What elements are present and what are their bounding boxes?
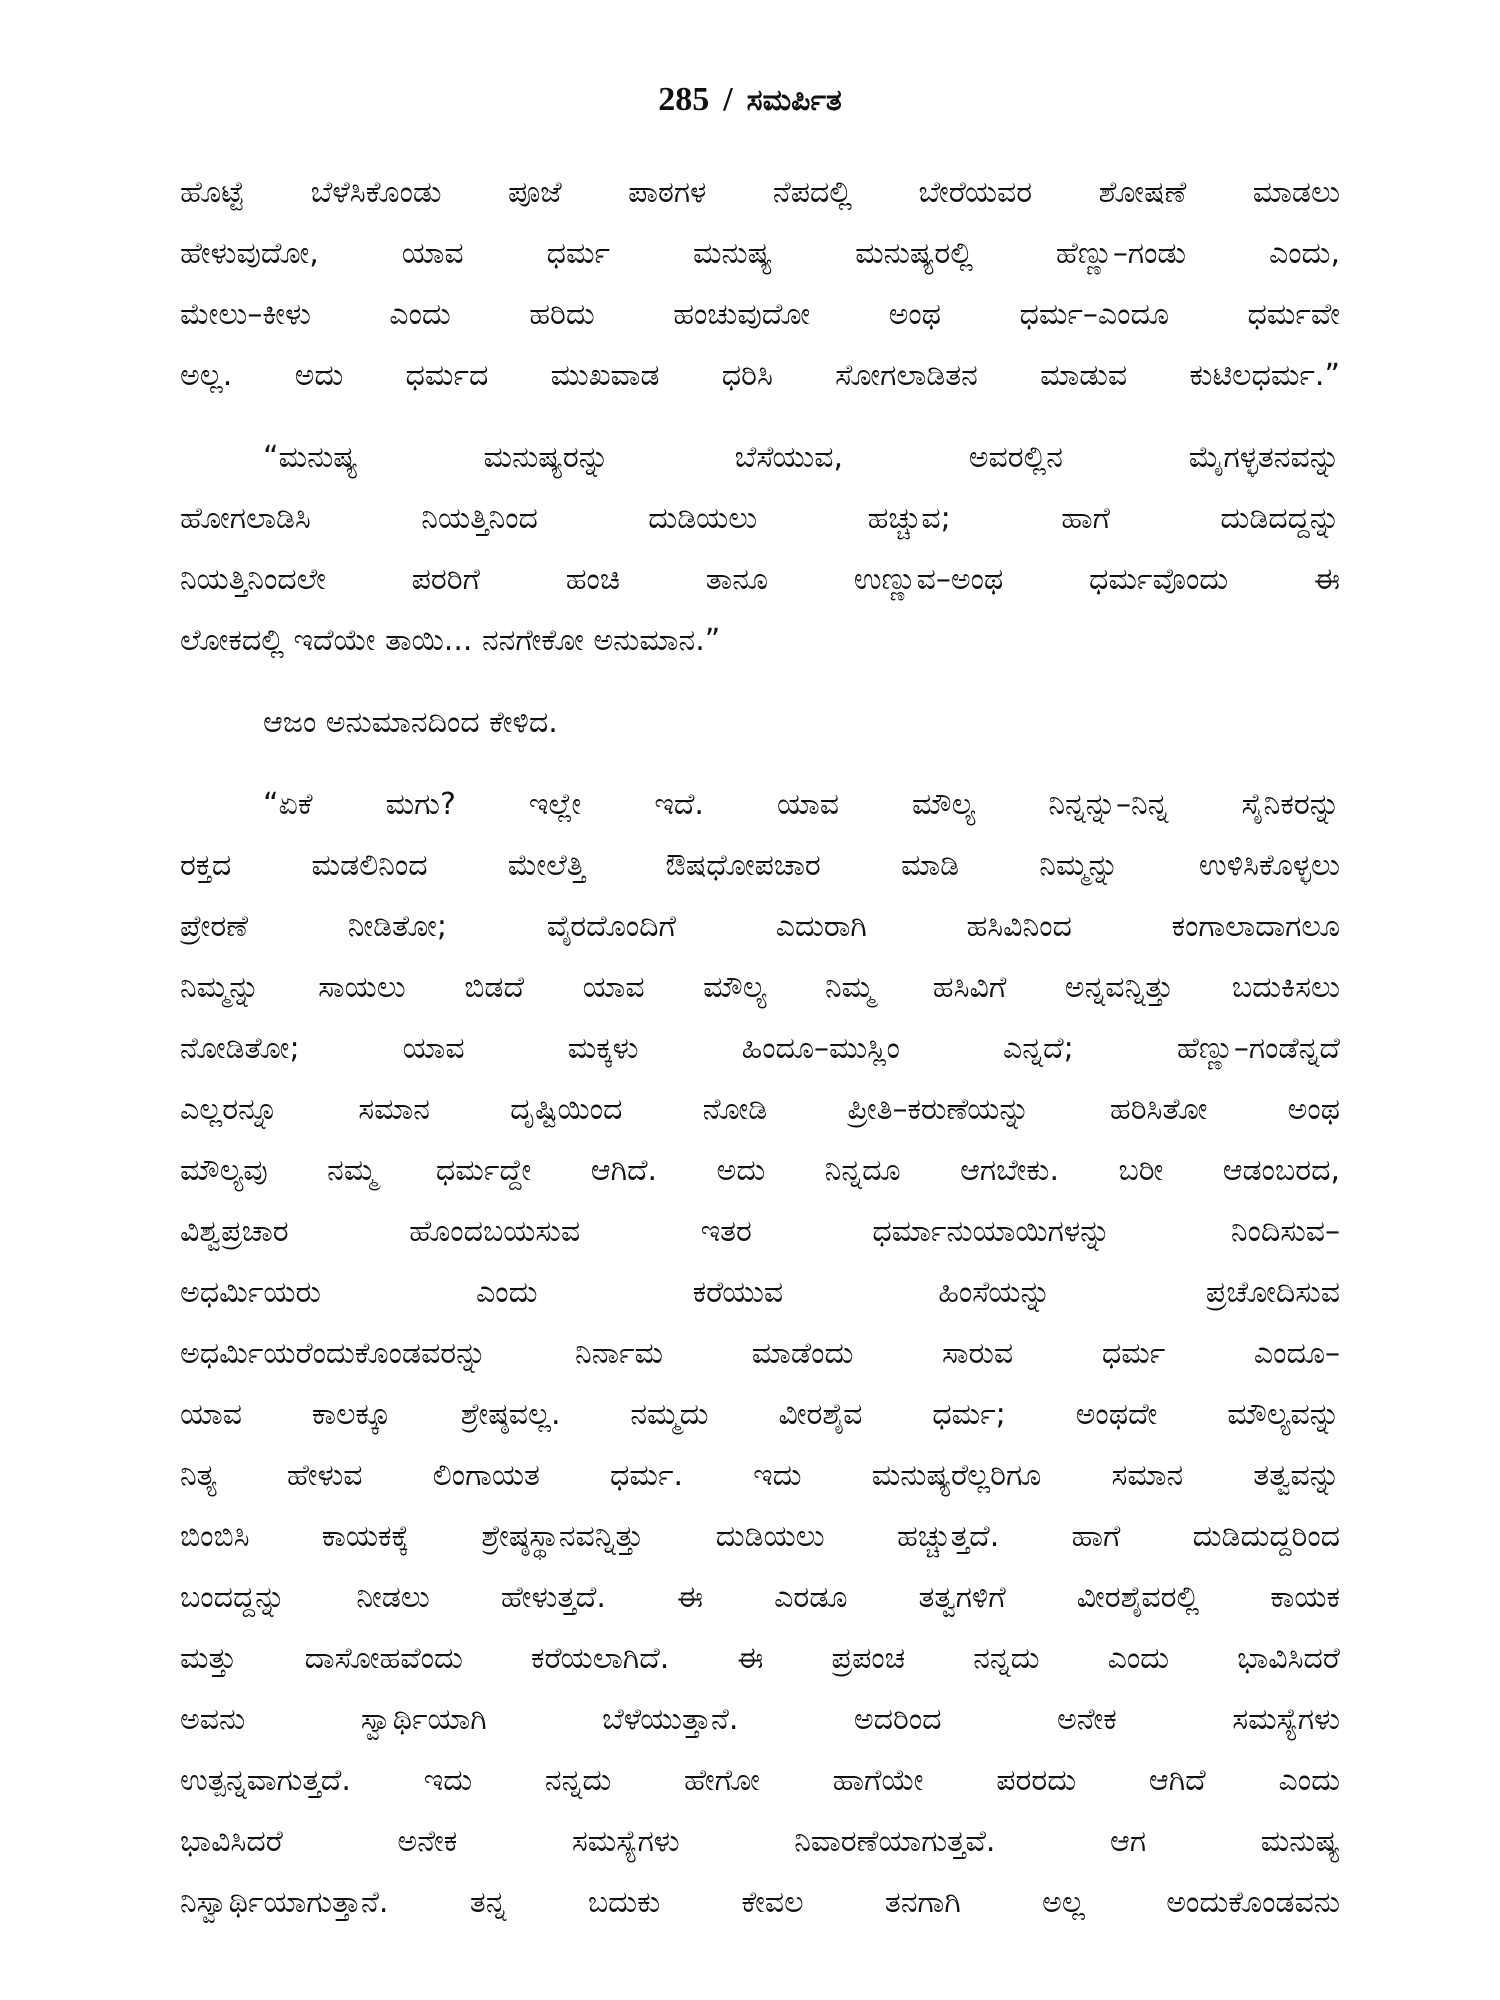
text-line: ಲೋಕದಲ್ಲಿ ಇದೆಯೇ ತಾಯಿ... ನನಗೇಕೋ ಅನುಮಾನ.”	[180, 623, 721, 658]
text-line: ನಿಮ್ಮನ್ನು ಸಾಯಲು ಬಿಡದೆ ಯಾವ ಮೌಲ್ಯ ನಿಮ್ಮ ಹಸಿವಿಗೆ ಅನ್ನವನ್ನಿತ್ತು ಬದುಕಿಸಲು	[180, 970, 1340, 1005]
text-line: ಮೌಲ್ಯವು ನಮ್ಮ ಧರ್ಮದ್ದೇ ಆಗಿದೆ. ಅದು ನಿನ್ನದೂ ಆಗಬೇಕು. ಬರೀ ಆಡಂಬರದ,	[180, 1153, 1340, 1188]
book-title: ಸಮರ್ಪಿತ	[746, 83, 842, 118]
text-line: ಬಿಂಬಿಸಿ ಕಾಯಕಕ್ಕೆ ಶ್ರೇಷ್ಠಸ್ಥಾನವನ್ನಿತ್ತು ದುಡಿಯಲು ಹಚ್ಚುತ್ತದೆ. ಹಾಗೆ ದುಡಿದುದ್ದರಿಂದ	[180, 1519, 1340, 1554]
text-line: “ಏಕೆ ಮಗು? ಇಲ್ಲೇ ಇದೆ. ಯಾವ ಮೌಲ್ಯ ನಿನ್ನನ್ನು–ನಿನ್ನ ಸೈನಿಕರನ್ನು	[263, 787, 1340, 822]
text-line: ನಿಸ್ವಾರ್ಥಿಯಾಗುತ್ತಾನೆ. ತನ್ನ ಬದುಕು ಕೇವಲ ತನಗಾಗಿ ಅಲ್ಲ ಅಂದುಕೊಂಡವನು	[180, 1885, 1340, 1920]
body-text	[180, 162, 1340, 1933]
text-line: ಎಲ್ಲರನ್ನೂ ಸಮಾನ ದೃಷ್ಟಿಯಿಂದ ನೋಡಿ ಪ್ರೀತಿ–ಕರುಣೆಯನ್ನು ಹರಿಸಿತೋ ಅಂಥ	[180, 1092, 1340, 1127]
paragraph	[180, 427, 1340, 671]
text-line: ಅಧರ್ಮಿಯರು ಎಂದು ಕರೆಯುವ ಹಿಂಸೆಯನ್ನು ಪ್ರಚೋದಿಸುವ	[180, 1275, 1340, 1310]
text-line: ನೋಡಿತೋ; ಯಾವ ಮಕ್ಕಳು ಹಿಂದೂ–ಮುಸ್ಲಿಂ ಎನ್ನದೆ; ಹೆಣ್ಣು–ಗಂಡೆನ್ನದೆ	[180, 1031, 1340, 1066]
text-line: “ಮನುಷ್ಯ ಮನುಷ್ಯರನ್ನು ಬೆಸೆಯುವ, ಅವರಲ್ಲಿನ ಮೈಗಳ್ಳತನವನ್ನು	[263, 440, 1340, 475]
text-line: ಭಾವಿಸಿದರೆ ಅನೇಕ ಸಮಸ್ಯೆಗಳು ನಿವಾರಣೆಯಾಗುತ್ತವೆ. ಆಗ ಮನುಷ್ಯ	[180, 1824, 1340, 1859]
running-header	[0, 74, 1500, 127]
text-line: ಹೊಟ್ಟೆ ಬೆಳೆಸಿಕೊಂಡು ಪೂಜೆ ಪಾಠಗಳ ನೆಪದಲ್ಲಿ ಬೇರೆಯವರ ಶೋಷಣೆ ಮಾಡಲು	[180, 175, 1340, 210]
text-line: ಅಧರ್ಮಿಯರೆಂದುಕೊಂಡವರನ್ನು ನಿರ್ನಾಮ ಮಾಡೆಂದು ಸಾರುವ ಧರ್ಮ ಎಂದೂ–	[180, 1336, 1340, 1371]
text-line: ಮೇಲು–ಕೀಳು ಎಂದು ಹರಿದು ಹಂಚುವುದೋ ಅಂಥ ಧರ್ಮ–ಎಂದೂ ಧರ್ಮವೇ	[180, 297, 1340, 332]
text-line: ಆಜಂ ಅನುಮಾನದಿಂದ ಕೇಳಿದ.	[263, 705, 558, 740]
text-line: ಬಂದದ್ದನ್ನು ನೀಡಲು ಹೇಳುತ್ತದೆ. ಈ ಎರಡೂ ತತ್ವಗಳಿಗೆ ವೀರಶೈವರಲ್ಲಿ ಕಾಯಕ	[180, 1580, 1340, 1615]
paragraph	[180, 692, 1340, 753]
text-line: ಅಲ್ಲ. ಅದು ಧರ್ಮದ ಮುಖವಾಡ ಧರಿಸಿ ಸೋಗಲಾಡಿತನ ಮಾಡುವ ಕುಟಿಲಧರ್ಮ.”	[180, 358, 1340, 393]
page-number: 285	[658, 81, 710, 118]
text-line: ನಿತ್ಯ ಹೇಳುವ ಲಿಂಗಾಯತ ಧರ್ಮ. ಇದು ಮನುಷ್ಯರೆಲ್ಲರಿಗೂ ಸಮಾನ ತತ್ವವನ್ನು	[180, 1458, 1340, 1493]
header-separator: /	[723, 81, 733, 118]
text-line: ರಕ್ತದ ಮಡಲಿನಿಂದ ಮೇಲೆತ್ತಿ ಔಷಧೋಪಚಾರ ಮಾಡಿ ನಿಮ್ಮನ್ನು ಉಳಿಸಿಕೊಳ್ಳಲು	[180, 848, 1340, 883]
text-line: ಪ್ರೇರಣೆ ನೀಡಿತೋ; ವೈರದೊಂದಿಗೆ ಎದುರಾಗಿ ಹಸಿವಿನಿಂದ ಕಂಗಾಲಾದಾಗಲೂ	[180, 909, 1340, 944]
paragraph	[180, 162, 1340, 406]
text-line: ನಿಯತ್ತಿನಿಂದಲೇ ಪರರಿಗೆ ಹಂಚಿ ತಾನೂ ಉಣ್ಣುವ–ಅಂಥ ಧರ್ಮವೊಂದು ಈ	[180, 562, 1340, 597]
text-line: ಮತ್ತು ದಾಸೋಹವೆಂದು ಕರೆಯಲಾಗಿದೆ. ಈ ಪ್ರಪಂಚ ನನ್ನದು ಎಂದು ಭಾವಿಸಿದರೆ	[180, 1641, 1340, 1676]
text-line: ವಿಶ್ವಪ್ರಚಾರ ಹೊಂದಬಯಸುವ ಇತರ ಧರ್ಮಾನುಯಾಯಿಗಳನ್ನು ನಿಂದಿಸುವ–	[180, 1214, 1340, 1249]
text-line: ಯಾವ ಕಾಲಕ್ಕೂ ಶ್ರೇಷ್ಠವಲ್ಲ. ನಮ್ಮದು ವೀರಶೈವ ಧರ್ಮ; ಅಂಥದೇ ಮೌಲ್ಯವನ್ನು	[180, 1397, 1340, 1432]
text-line: ಹೇಳುವುದೋ, ಯಾವ ಧರ್ಮ ಮನುಷ್ಯ ಮನುಷ್ಯರಲ್ಲಿ ಹೆಣ್ಣು–ಗಂಡು ಎಂದು,	[180, 236, 1340, 271]
text-line: ಉತ್ಪನ್ನವಾಗುತ್ತದೆ. ಇದು ನನ್ನದು ಹೇಗೋ ಹಾಗೆಯೇ ಪರರದು ಆಗಿದೆ ಎಂದು	[180, 1763, 1340, 1798]
text-line: ಹೋಗಲಾಡಿಸಿ ನಿಯತ್ತಿನಿಂದ ದುಡಿಯಲು ಹಚ್ಚುವ; ಹಾಗೆ ದುಡಿದದ್ದನ್ನು	[180, 501, 1340, 536]
text-line: ಅವನು ಸ್ವಾರ್ಥಿಯಾಗಿ ಬೆಳೆಯುತ್ತಾನೆ. ಅದರಿಂದ ಅನೇಕ ಸಮಸ್ಯೆಗಳು	[180, 1702, 1340, 1737]
paragraph	[180, 774, 1340, 1933]
